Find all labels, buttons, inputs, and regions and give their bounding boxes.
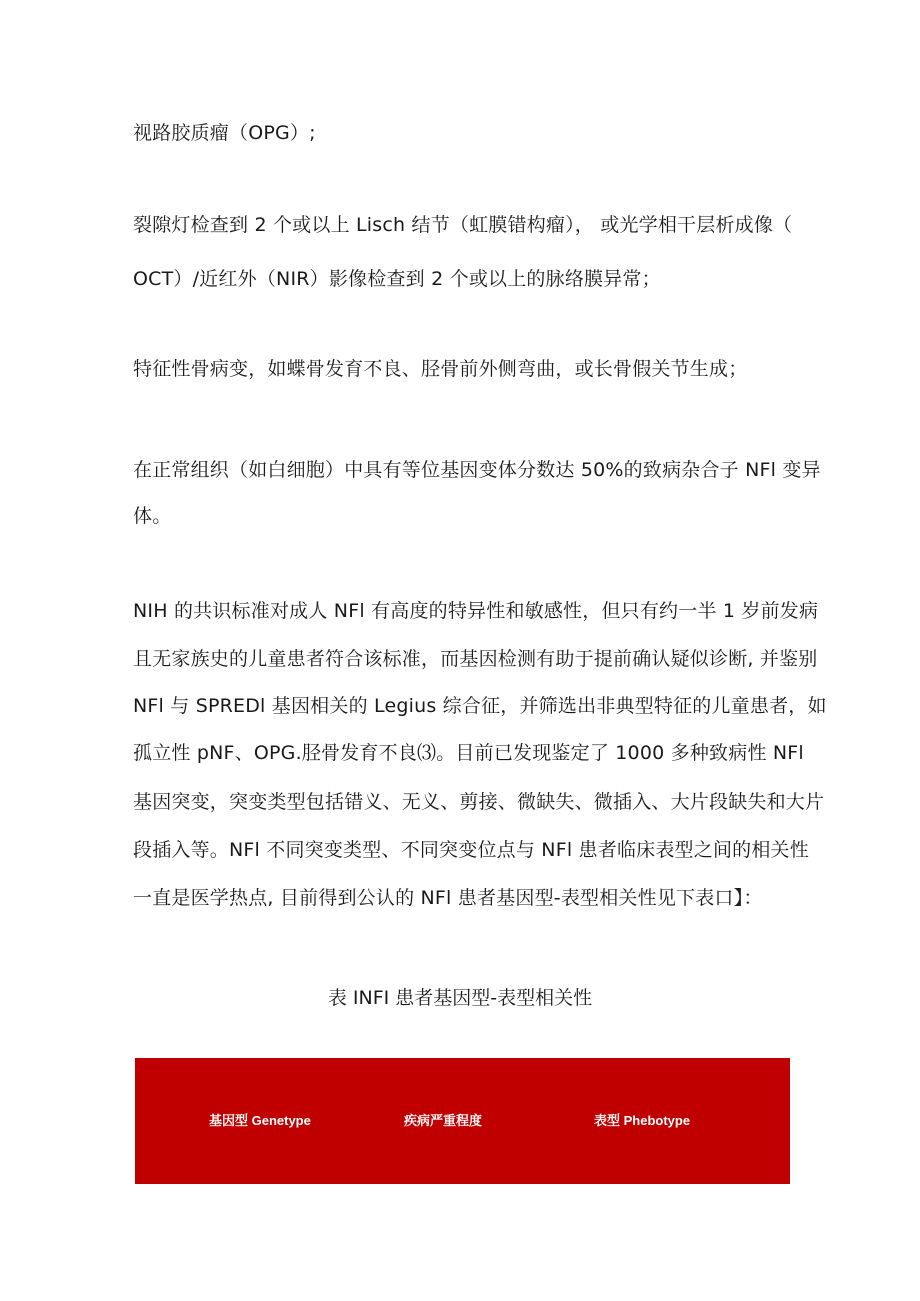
paragraph-line-5: 基因突变，突变类型包括错义、无义、剪接、微缺失、微插入、大片段缺失和大片 <box>133 791 825 813</box>
paragraph-line-3: NFl 与 SPREDl 基因相关的 Legius 综合征，并筛选出非典型特征的儿童患者，如 <box>133 695 827 717</box>
table-header-phenotype: 表型 Phebotype <box>594 1113 691 1128</box>
text-line-lisch-2: OCT）/近红外（NIR）影像检查到 2 个或以上的脉络膜异常； <box>133 268 661 290</box>
table-title: 表 INFI 患者基因型-表型相关性 <box>327 987 593 1009</box>
paragraph-line-6: 段插入等。NFl 不同突变类型、不同突变位点与 NFl 患者临床表型之间的相关性 <box>133 839 809 861</box>
table-header-genotype: 基因型 Genetype <box>209 1113 311 1128</box>
text-line-bone-lesion: 特征性骨病变，如蝶骨发育不良、胫骨前外侧弯曲，或长骨假关节生成； <box>133 358 748 380</box>
paragraph-line-2: 且无家族史的儿童患者符合该标准，而基因检测有助于提前确认疑似诊断, 并鉴别 <box>133 648 818 670</box>
table-header-row <box>135 1058 790 1184</box>
text-line-variant-2: 体。 <box>133 505 172 527</box>
text-line-variant-1: 在正常组织（如白细胞）中具有等位基因变体分数达 50%的致病杂合子 NFl 变异 <box>133 459 821 481</box>
text-line-lisch-1: 裂隙灯检查到 2 个或以上 Lisch 结节（虹膜错构瘤）， 或光学相干层析成像（ <box>133 214 793 236</box>
paragraph-line-7: 一直是医学热点, 目前得到公认的 NFl 患者基因型-表型相关性见下表口】： <box>133 887 763 909</box>
text-line-opg: 视路胶质瘤（OPG）; <box>133 122 316 144</box>
table-header-severity: 疾病严重程度 <box>404 1113 483 1128</box>
paragraph-line-1: NIH 的共识标准对成人 NFl 有高度的特异性和敏感性，但只有约一半 1 岁前发病 <box>133 600 819 622</box>
paragraph-line-4: 孤立性 pNF、OPG.胫骨发育不良⑶。目前已发现鉴定了 1000 多种致病性 NFl <box>133 742 804 764</box>
